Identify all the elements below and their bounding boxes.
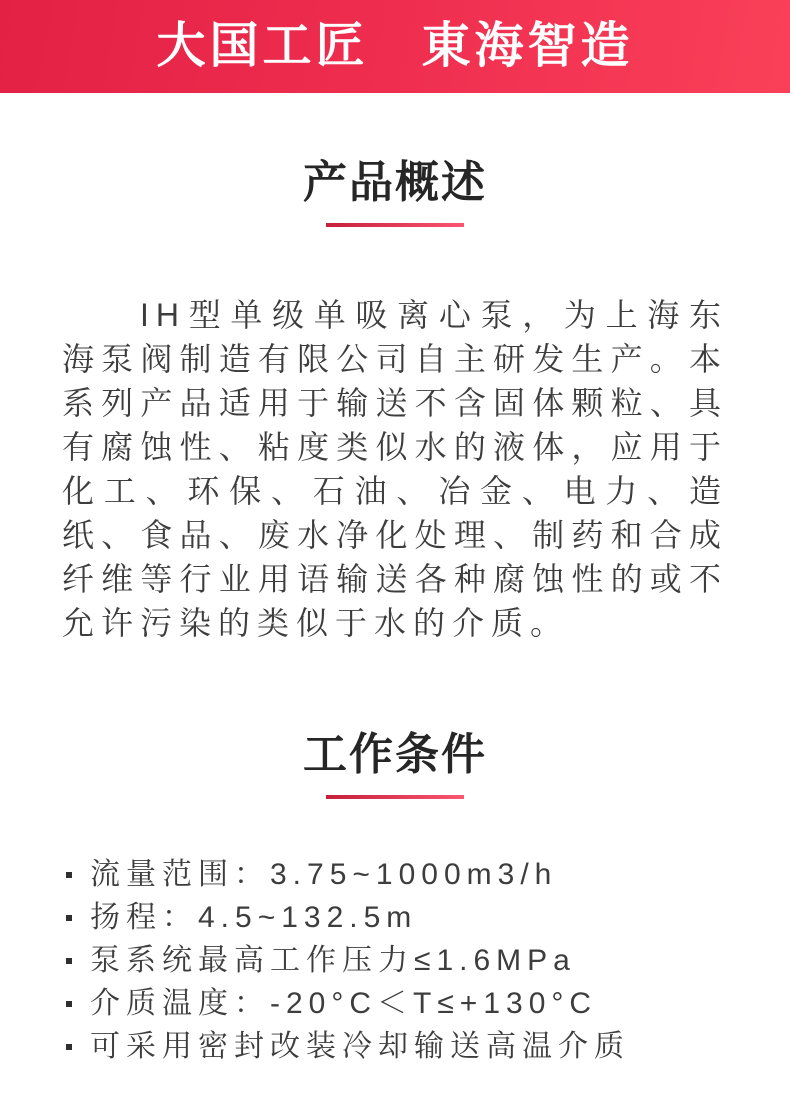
banner: [0, 0, 790, 93]
overview-paragraph: IH型单级单吸离心泵，为上海东海泵阀制造有限公司自主研发生产。本系列产品适用于输送不含固体颗粒、具有腐蚀性、粘度类似水的液体，应用于化工、环保、石油、冶金、电力、造纸、食品、废水净化处理、制药和合成纤维等行业用语输送各种腐蚀性的或不允许污染的类似于水的介质。: [62, 297, 728, 641]
condition-text: 泵系统最高工作压力≤1.6MPa: [90, 944, 576, 977]
bullet-icon: [66, 958, 72, 964]
conditions-section-title: 工作条件: [303, 730, 487, 779]
condition-text: 流量范围：3.75~1000m3/h: [90, 858, 558, 891]
list-item: [62, 1025, 728, 1068]
conditions-section: [0, 731, 790, 1068]
condition-text: 介质温度：-20°C＜T≤+130°C: [90, 987, 598, 1020]
overview-title-underline: [326, 223, 464, 227]
bullet-icon: [66, 872, 72, 878]
bullet-icon: [66, 1044, 72, 1050]
conditions-title-underline: [326, 795, 464, 799]
condition-text: 可采用密封改装冷却输送高温介质: [90, 1030, 630, 1063]
list-item: [62, 853, 728, 896]
bullet-icon: [66, 1001, 72, 1007]
overview-section-title: 产品概述: [303, 158, 487, 207]
conditions-list: [62, 853, 728, 1068]
list-item: [62, 896, 728, 939]
overview-section: [0, 159, 790, 645]
list-item: [62, 939, 728, 982]
bullet-icon: [66, 915, 72, 921]
list-item: [62, 982, 728, 1025]
condition-text: 扬程：4.5~132.5m: [90, 901, 418, 934]
banner-title: 大国工匠 東海智造: [156, 19, 634, 73]
